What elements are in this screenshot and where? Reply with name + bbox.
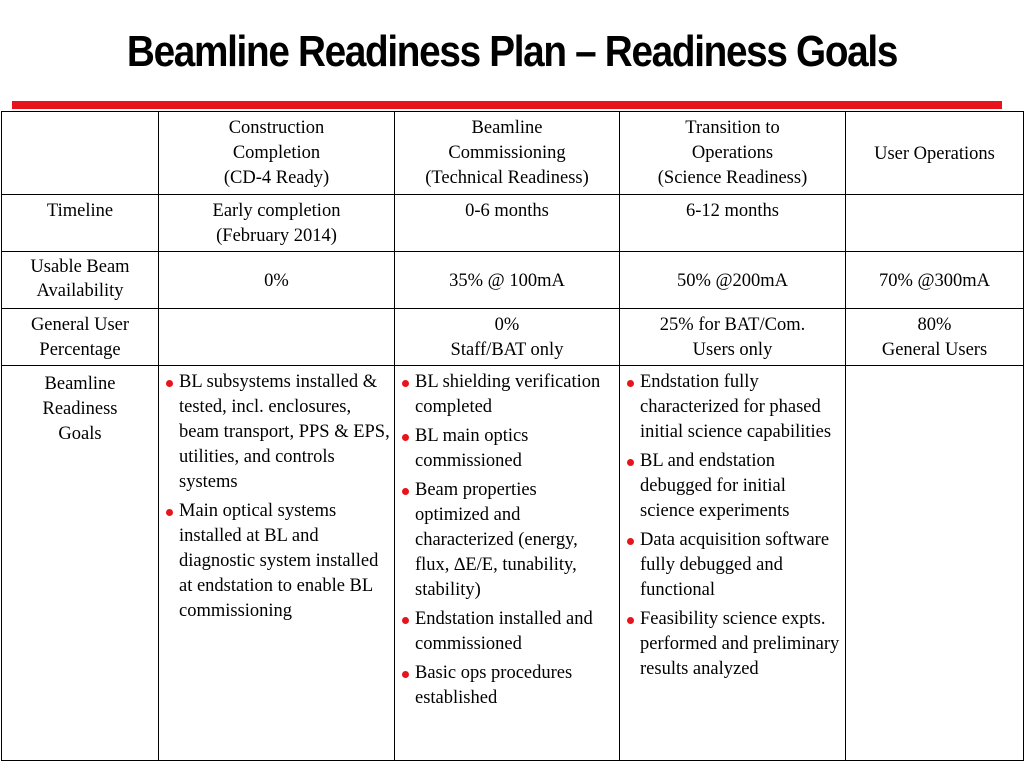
table-header-row [2, 112, 1024, 195]
header-transition-to-operations: Transition to Operations (Science Readiness) [620, 112, 846, 195]
list-item: Data acquisition software fully debugged and functional [624, 528, 841, 603]
goals-commissioning-list [399, 370, 615, 711]
bullet-icon [402, 671, 409, 678]
goals-user-ops [846, 366, 1024, 761]
bullet-icon [402, 380, 409, 387]
list-item: Endstation installed and commissioned [399, 607, 615, 657]
list-item: Feasibility science expts. performed and preliminary results analyzed [624, 607, 841, 682]
list-item: Beam properties optimized and characterized (energy, flux, ∆E/E, tunability, stability) [399, 478, 615, 603]
title-underline-rule [12, 101, 1002, 109]
bullet-icon [402, 434, 409, 441]
list-item: BL subsystems installed & tested, incl. enclosures, beam transport, PPS & EPS, utilities, and controls systems [163, 370, 390, 495]
timeline-commissioning: 0-6 months [395, 195, 620, 252]
goals-construction [159, 366, 395, 761]
user-percentage-transition: 25% for BAT/Com. Users only [620, 309, 846, 366]
row-label-availability: Usable Beam Availability [2, 252, 159, 309]
table-row-readiness-goals [2, 366, 1024, 761]
bullet-icon [402, 617, 409, 624]
header-user-operations: User Operations [846, 112, 1024, 195]
availability-commissioning: 35% @ 100mA [395, 252, 620, 309]
row-label-readiness-goals: Beamline Readiness Goals [2, 366, 159, 761]
list-item: BL main optics commissioned [399, 424, 615, 474]
bullet-icon [627, 459, 634, 466]
bullet-icon [627, 617, 634, 624]
bullet-icon [166, 509, 173, 516]
row-label-timeline: Timeline [2, 195, 159, 252]
list-item: BL shielding verification completed [399, 370, 615, 420]
row-label-user-percentage: General User Percentage [2, 309, 159, 366]
timeline-construction: Early completion (February 2014) [159, 195, 395, 252]
readiness-goals-table [1, 111, 1024, 761]
bullet-icon [166, 380, 173, 387]
goals-transition-list [624, 370, 841, 682]
bullet-icon [627, 538, 634, 545]
goals-commissioning [395, 366, 620, 761]
list-item: BL and endstation debugged for initial science experiments [624, 449, 841, 524]
user-percentage-user-ops: 80% General Users [846, 309, 1024, 366]
list-item: Main optical systems installed at BL and diagnostic system installed at endstation to enable BL commissioning [163, 499, 390, 624]
table-row-availability [2, 252, 1024, 309]
bullet-icon [627, 380, 634, 387]
list-item: Endstation fully characterized for phased initial science capabilities [624, 370, 841, 445]
table-row-user-percentage [2, 309, 1024, 366]
bullet-icon [402, 488, 409, 495]
availability-construction: 0% [159, 252, 395, 309]
availability-transition: 50% @200mA [620, 252, 846, 309]
goals-transition [620, 366, 846, 761]
header-cell-empty [2, 112, 159, 195]
header-construction-completion: Construction Completion (CD-4 Ready) [159, 112, 395, 195]
user-percentage-commissioning: 0% Staff/BAT only [395, 309, 620, 366]
table-row-timeline [2, 195, 1024, 252]
timeline-user-ops [846, 195, 1024, 252]
availability-user-ops: 70% @300mA [846, 252, 1024, 309]
timeline-transition: 6-12 months [620, 195, 846, 252]
page-title: Beamline Readiness Plan – Readiness Goals [126, 27, 898, 76]
goals-construction-list [163, 370, 390, 624]
user-percentage-construction [159, 309, 395, 366]
header-beamline-commissioning: Beamline Commissioning (Technical Readiness) [395, 112, 620, 195]
list-item: Basic ops procedures established [399, 661, 615, 711]
